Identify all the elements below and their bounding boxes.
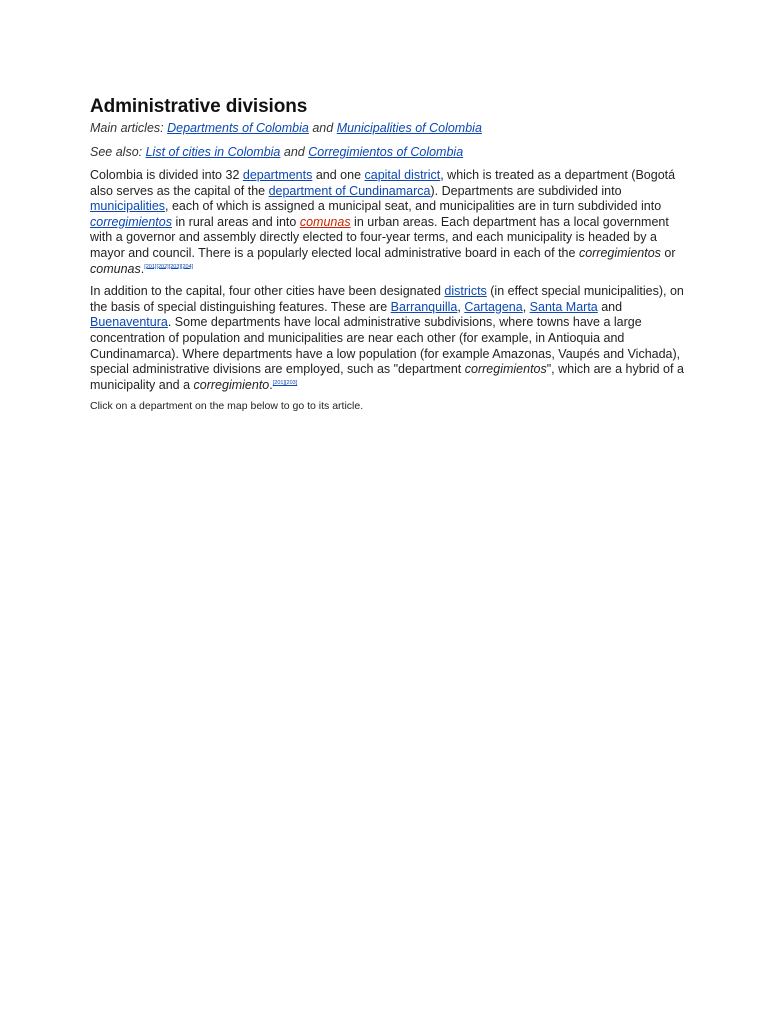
- text-run: and one: [312, 168, 365, 182]
- link-corregimientos-of-colombia[interactable]: Corregimientos of Colombia: [308, 145, 464, 159]
- hatnote-prefix: See also:: [90, 145, 143, 159]
- text-run: . Some departments have local administrative subdivisions, where towns have a large concentration of population and municipalities are near each other (for example, in Antioquia and Cundinamarca). Where departments have a low population (for example Amazonas, Vaupés and Vichada), special administrative divisions are employed, such as "department: [90, 315, 681, 377]
- text-run: or: [660, 245, 676, 260]
- hatnote-prefix: Main articles:: [90, 121, 164, 135]
- text-run: (in effect special municipalities), on the basis of special distinguishing features. These are: [90, 284, 684, 314]
- link-departments-of-colombia[interactable]: Departments of Colombia: [167, 121, 309, 135]
- citation-link[interactable]: [203]: [284, 379, 298, 386]
- link-department-of-cundinamarca[interactable]: department of Cundinamarca: [268, 183, 431, 198]
- text-run: ,: [457, 299, 465, 314]
- text-run: .: [269, 377, 273, 392]
- link-santa-marta[interactable]: Santa Marta: [529, 299, 598, 314]
- text-run: In addition to the capital, four other cities have been designated: [90, 284, 445, 299]
- italic-term: corregimientos: [578, 245, 661, 260]
- text-run: ", which are a hybrid of a municipality and a: [90, 362, 684, 392]
- hatnote-joiner: and: [283, 145, 305, 159]
- link-municipalities[interactable]: municipalities: [90, 199, 166, 214]
- text-run: in urban areas. Each department has a local government with a governor and assembly directly elected to four-year terms, and each municipality is headed by a mayor and council. There is a popularly elected local administrative board in each of the: [90, 214, 669, 260]
- text-run: ,: [522, 299, 530, 314]
- link-buenaventura[interactable]: Buenaventura: [90, 315, 168, 330]
- text-run: , each of which is assigned a municipal seat, and municipalities are in turn subdivided into: [165, 199, 662, 214]
- text-run: ). Departments are subdivided into: [430, 183, 622, 198]
- main-articles-hatnote: [90, 120, 690, 137]
- italic-term: corregimientos: [464, 362, 547, 377]
- link-districts[interactable]: districts: [444, 284, 487, 299]
- hatnote-joiner: and: [312, 121, 334, 135]
- section-heading: Administrative divisions: [90, 96, 308, 117]
- citation-link[interactable]: [202]: [156, 263, 169, 270]
- link-capital-district[interactable]: capital district: [364, 168, 441, 182]
- italic-term: corregimiento: [193, 377, 270, 392]
- map-caption: Click on a department on the map below to go to its article.: [90, 400, 364, 413]
- link-departments[interactable]: departments: [242, 168, 313, 182]
- text-run: in rural areas and into: [171, 214, 300, 229]
- citation-link[interactable]: [204]: [180, 263, 194, 270]
- citation-group: [273, 380, 297, 386]
- text-run: Colombia is divided into 32: [90, 168, 243, 182]
- text-run: .: [140, 261, 145, 276]
- paragraph-districts: [90, 284, 690, 393]
- citation-link[interactable]: [201]: [144, 263, 157, 270]
- see-also-hatnote: [90, 144, 690, 161]
- citation-group: [144, 263, 193, 269]
- link-barranquilla[interactable]: Barranquilla: [390, 299, 458, 314]
- link-list-of-cities-in-colombia[interactable]: List of cities in Colombia: [145, 145, 281, 159]
- link-corregimientos[interactable]: corregimientos: [90, 214, 172, 229]
- text-run: , which is treated as a department (Bogotá also serves as the capital of the: [90, 168, 676, 198]
- paragraph-divisions: [90, 168, 690, 277]
- article-section: [90, 96, 690, 412]
- citation-link[interactable]: [203]: [168, 263, 181, 270]
- citation-link[interactable]: [201]: [272, 379, 285, 386]
- text-run: and: [597, 299, 623, 314]
- link-cartagena[interactable]: Cartagena: [464, 299, 523, 314]
- link-municipalities-of-colombia[interactable]: Municipalities of Colombia: [336, 121, 482, 135]
- italic-term: comunas: [90, 261, 141, 276]
- redlink-comunas[interactable]: comunas: [299, 214, 351, 229]
